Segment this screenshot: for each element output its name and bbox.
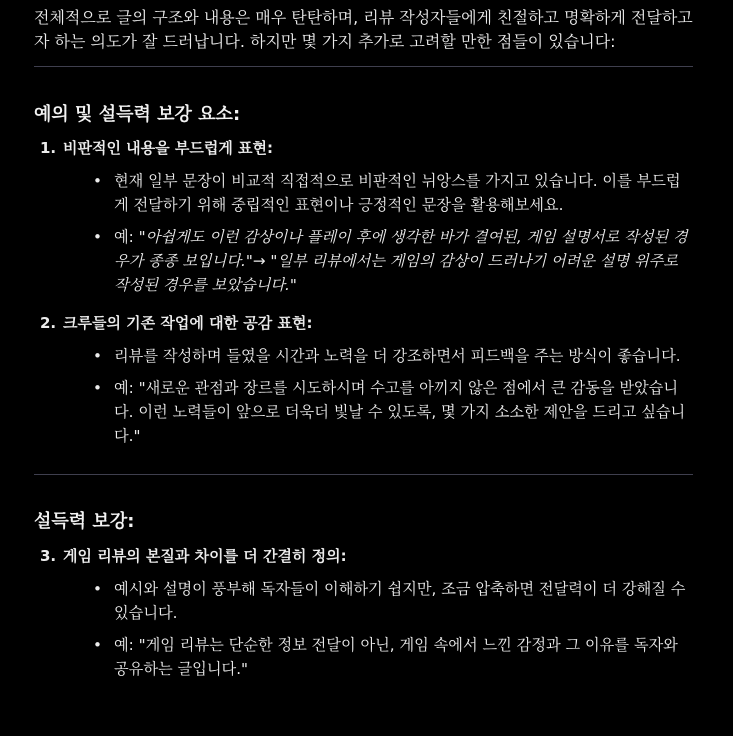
bullet-item (93, 633, 693, 681)
divider (34, 66, 693, 67)
bullet-item (93, 169, 693, 217)
bullet-item (93, 376, 693, 448)
item-number: 1. (40, 139, 57, 157)
bullet-icon: • (93, 172, 102, 190)
section-title-persuasion: 설득력 보강: (34, 511, 135, 532)
bullet-list (63, 577, 693, 681)
bullet-icon: • (93, 636, 102, 654)
item-heading: 게임 리뷰의 본질과 차이를 더 간결히 정의: (63, 547, 347, 565)
bullet-item (93, 577, 693, 625)
example-quote-after: "일부 리뷰에서는 게임의 감상이 드러나기 어려운 설명 위주로 작성된 경우를 보았습니다." (114, 252, 678, 294)
divider (34, 474, 693, 475)
numbered-list (34, 136, 693, 448)
item-heading: 크루들의 기존 작업에 대한 공감 표현: (63, 314, 313, 332)
intro-paragraph: 전체적으로 글의 구조와 내용은 매우 탄탄하며, 리뷰 작성자들에게 친절하고 명확하게 전달하고자 하는 의도가 잘 드러납니다. 하지만 몇 가지 추가로 고려할 만한 점들이 있습니다: (34, 8, 693, 51)
section-title-courtesy: 예의 및 설득력 보강 요소: (34, 104, 241, 125)
example-prefix: 예: (114, 228, 139, 246)
item-number: 3. (40, 547, 57, 565)
bullet-text: 현재 일부 문장이 비교적 직접적으로 비판적인 뉘앙스를 가지고 있습니다. 이를 부드럽게 전달하기 위해 중립적인 표현이나 긍정적인 문장을 활용해보세요. (114, 172, 681, 214)
arrow-icon: → (252, 252, 271, 270)
bullet-item (93, 344, 693, 368)
example-quote-before: "아쉽게도 이런 감상이나 플레이 후에 생각한 바가 결여된, 게임 설명서로 작성된 경우가 종종 보입니다." (114, 228, 688, 270)
bullet-item (93, 225, 693, 297)
bullet-text: 예: "새로운 관점과 장르를 시도하시며 수고를 아끼지 않은 점에서 큰 감동을 받았습니다. 이런 노력들이 앞으로 더욱더 빛날 수 있도록, 몇 가지 소소한 제안을 드리고 싶습니다." (114, 379, 686, 445)
item-heading: 비판적인 내용을 부드럽게 표현: (63, 139, 274, 157)
list-item (34, 136, 693, 297)
list-item (34, 544, 693, 681)
bullet-icon: • (93, 580, 102, 598)
bullet-icon: • (93, 379, 102, 397)
item-number: 2. (40, 314, 57, 332)
bullet-icon: • (93, 347, 102, 365)
bullet-text: 예시와 설명이 풍부해 독자들이 이해하기 쉽지만, 조금 압축하면 전달력이 더 강해질 수 있습니다. (114, 580, 686, 622)
bullet-text: 리뷰를 작성하며 들였을 시간과 노력을 더 강조하면서 피드백을 주는 방식이 좋습니다. (114, 347, 681, 365)
bullet-icon: • (93, 228, 102, 246)
bullet-text: 예: "게임 리뷰는 단순한 정보 전달이 아닌, 게임 속에서 느낀 감정과 그 이유를 독자와 공유하는 글입니다." (114, 636, 678, 678)
list-item (34, 311, 693, 448)
chat-message (0, 6, 733, 736)
bullet-list (63, 169, 693, 297)
numbered-list (34, 544, 693, 681)
bullet-list (63, 344, 693, 448)
